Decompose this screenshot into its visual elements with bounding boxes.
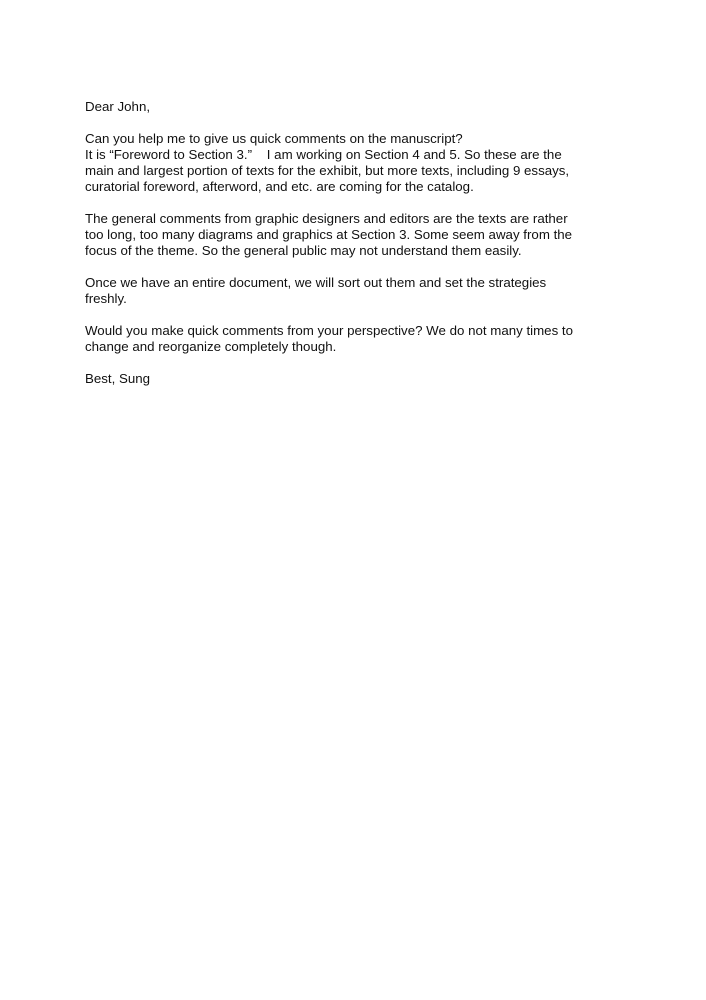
text-line: main and largest portion of texts for the exhibit, but more texts, including 9 essays,	[85, 163, 570, 178]
closing-text: Best, Sung	[85, 371, 151, 386]
paragraph-ask	[85, 323, 625, 355]
paragraph-strategy	[85, 275, 625, 307]
salutation-text: Dear John,	[85, 99, 151, 114]
text-line: too long, too many diagrams and graphics at Section 3. Some seem away from the	[85, 227, 573, 242]
salutation	[85, 99, 625, 115]
text-line: freshly.	[85, 291, 127, 306]
text-line: curatorial foreword, afterword, and etc. are coming for the catalog.	[85, 179, 474, 194]
paragraph-request	[85, 131, 625, 195]
text-line: The general comments from graphic designers and editors are the texts are rather	[85, 211, 568, 226]
closing	[85, 371, 625, 387]
text-line: change and reorganize completely though.	[85, 339, 337, 354]
text-line: Would you make quick comments from your perspective? We do not many times to	[85, 323, 574, 338]
text-line: Can you help me to give us quick comments on the manuscript?	[85, 131, 463, 146]
text-line: focus of the theme. So the general public may not understand them easily.	[85, 243, 522, 258]
text-line: It is “Foreword to Section 3.” I am working on Section 4 and 5. So these are the	[85, 147, 562, 162]
letter-body	[85, 99, 625, 403]
paragraph-general-comments	[85, 211, 625, 259]
text-line: Once we have an entire document, we will sort out them and set the strategies	[85, 275, 547, 290]
